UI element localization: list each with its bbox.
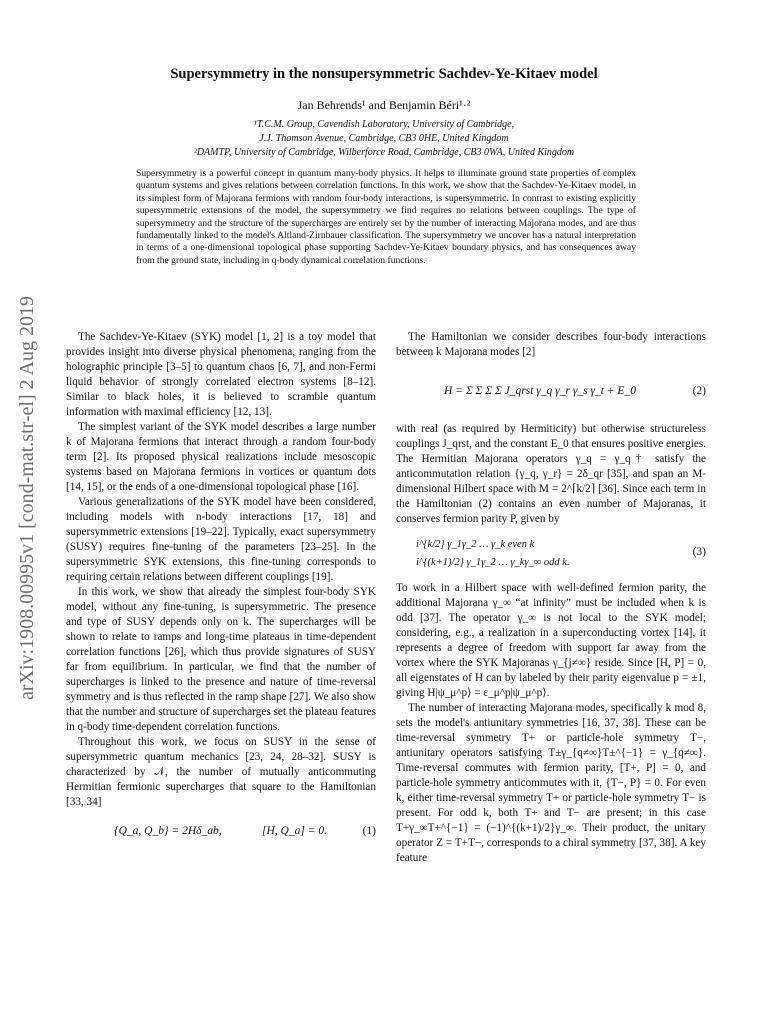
paragraph: The simplest variant of the SYK model describes a large number k of Majorana fermions that interact through a random four-body term [2]. Its proposed physical realizations include mesoscopic systems based on Majorana fermions in vortices or quantum dots [14, 15], or the ends of a one-dimensional topological phase [16]. [66, 421, 376, 493]
equation-2-number: (2) [692, 385, 706, 397]
paragraph: The number of interacting Majorana modes, specifically k mod 8, sets the model's antiunitary symmetries [16, 37, 38]. These can be time-reversal symmetry T+ or particle-hole symmetry T−, antiunitary operators satisfying T±γ_{q≠∞}T±^{−1} = γ_{q≠∞}. Time-reversal commutes with fermion parity, [T+, P] = 0, and particle-hole symmetry anticommutes with it, {T−, P} = 0. For even k, either time-reversal symmetry T+ or particle-hole symmetry T− is present. For odd k, both T+ and T− are present; in this case T+γ_∞T+^{−1} = (−1)^{(k+1)/2}γ_∞. Their product, the unitary operator Z = T+T−, corresponds to a chiral symmetry [37, 38]. A key feature [396, 702, 706, 864]
paragraph: To work in a Hilbert space with well-defined fermion parity, the additional Majorana γ_∞ “at infinity” must be included when k is odd [37]. The operator γ_∞ is not local to the SYK model; considering, e.g., a realization in a superconducting vortex [14], it represents a degree of freedom with support far away from the vortex where the SYK Majoranas γ_{j≠∞} reside. Since [H, P] = 0, all eigenstates of H can by labeled by their parity eigenvalue p = ±1, giving H|ψ_μ^p⟩ = ε_μ^p|ψ_μ^p⟩. [396, 582, 706, 699]
equation-3-number: (3) [692, 546, 706, 558]
equation-3 [396, 533, 706, 581]
affiliation-3: ²DAMTP, University of Cambridge, Wilberforce Road, Cambridge, CB3 0WA, United Kingdom [193, 147, 575, 158]
affiliation-1: ¹T.C.M. Group, Cavendish Laboratory, University of Cambridge, [253, 119, 515, 130]
equation-2-body: H = Σ Σ Σ Σ J_qrst γ_q γ_r γ_s γ_t + E_0 [444, 385, 636, 397]
arxiv-identifier: arXiv:1908.00995v1 [cond-mat.str-el] 2 Aug 2019 [16, 296, 38, 700]
equation-3-line-1: i^{k/2} γ_1γ_2 … γ_k even k [416, 539, 535, 550]
abstract: Supersymmetry is a powerful concept in quantum many-body physics. It helps to illuminate ground state properties of complex quantum systems and gives relations between correlation functions. In this work, we show that the Sachdev-Ye-Kitaev model, in its simplest form of Majorana fermions with random four-body interactions, is supersymmetric. In contrast to existing explicitly supersymmetric extensions of the model, the supersymmetry we find requires no relations between couplings. The type of supersymmetry and the structure of the supercharges are entirely set by the number of interacting Majorana modes, and are thus fundamentally linked to the model's Altland-Zirnbauer classification. The supersymmetry we uncover has a natural interpretation in terms of a one-dimensional topological phase supporting Sachdev-Ye-Kitaev boundary physics, and has consequences away from the ground state, including in q-body dynamical correlation functions. [136, 168, 636, 266]
equation-1-right: [H, Q_a] = 0. [262, 825, 327, 837]
paragraph: Throughout this work, we focus on SUSY in the sense of supersymmetric quantum mechanics [23, 24, 28–32]. SUSY is characterized by 𝒩, the number of mutually anticommuting Hermitian fermionic supercharges that square to the Hamiltonian [33, 34] [66, 736, 376, 808]
affiliation-2: J.J. Thomson Avenue, Cambridge, CB3 0HE, United Kingdom [259, 133, 509, 144]
paper-title: Supersymmetry in the nonsupersymmetric Sachdev-Ye-Kitaev model [170, 66, 598, 82]
paragraph: Various generalizations of the SYK model have been considered, including models with n-body interactions [17, 18] and supersymmetric extensions [19–22]. Typically, exact supersymmetry (SUSY) requires fine-tuning of the parameters [23–25]. In the supersymmetric SYK extensions, this fine-tuning corresponds to requiring certain relations between different couplings [19]. [66, 496, 376, 583]
equation-1 [66, 818, 376, 852]
paragraph: with real (as required by Hermiticity) but otherwise structureless couplings J_qrst, and the constant E_0 that ensures positive energies. The Hermitian Majorana operators γ_q = γ_q† satisfy the anticommutation relation {γ_q, γ_r} = 2δ_qr [35], and span an M-dimensional Hilbert space with M = 2^⌈k/2⌉ [36]. Since each term in the Hamiltonian (2) contains an even number of Majoranas, it conserves fermion parity P, given by [396, 423, 706, 525]
paragraph: In this work, we show that already the simplest four-body SYK model, without any fine-tuning, is supersymmetric. The presence and type of SUSY depends only on k. The supercharges will be shown to relate to ramps and long-time plateaus in time-dependent correlation functions [26], which thus provide signatures of SUSY far from equilibrium. In particular, we find that the number of supercharges is linked to the presence and nature of time-reversal symmetry and is thus reflected in the ramp shape [27]. We also show that the number and structure of supercharges set the plateau features in q-body time-dependent correlation functions. [66, 586, 376, 733]
left-column [66, 330, 376, 852]
equation-3-line-2: i^{(k+1)/2} γ_1γ_2 … γ_kγ_∞ odd k. [416, 557, 570, 568]
right-column [396, 330, 706, 866]
paper-authors: Jan Behrends¹ and Benjamin Béri¹·² [297, 98, 471, 112]
paragraph: The Sachdev-Ye-Kitaev (SYK) model [1, 2] is a toy model that provides insight into diverse physical phenomena, ranging from the holographic principle [3–5] to quantum chaos [6, 7], and non-Fermi liquid behavior of strongly correlated electron systems [8–12]. Similar to black holes, it is believed to scramble quantum information with maximal efficiency [12, 13]. [66, 331, 376, 418]
paragraph: The Hamiltonian we consider describes four-body interactions between k Majorana modes [2] [396, 331, 706, 358]
equation-1-number: (1) [362, 825, 376, 837]
equation-2 [396, 366, 706, 422]
arxiv-side-stamp [16, 240, 56, 700]
equation-1-left: {Q_a, Q_b} = 2Hδ_ab, [114, 825, 222, 837]
